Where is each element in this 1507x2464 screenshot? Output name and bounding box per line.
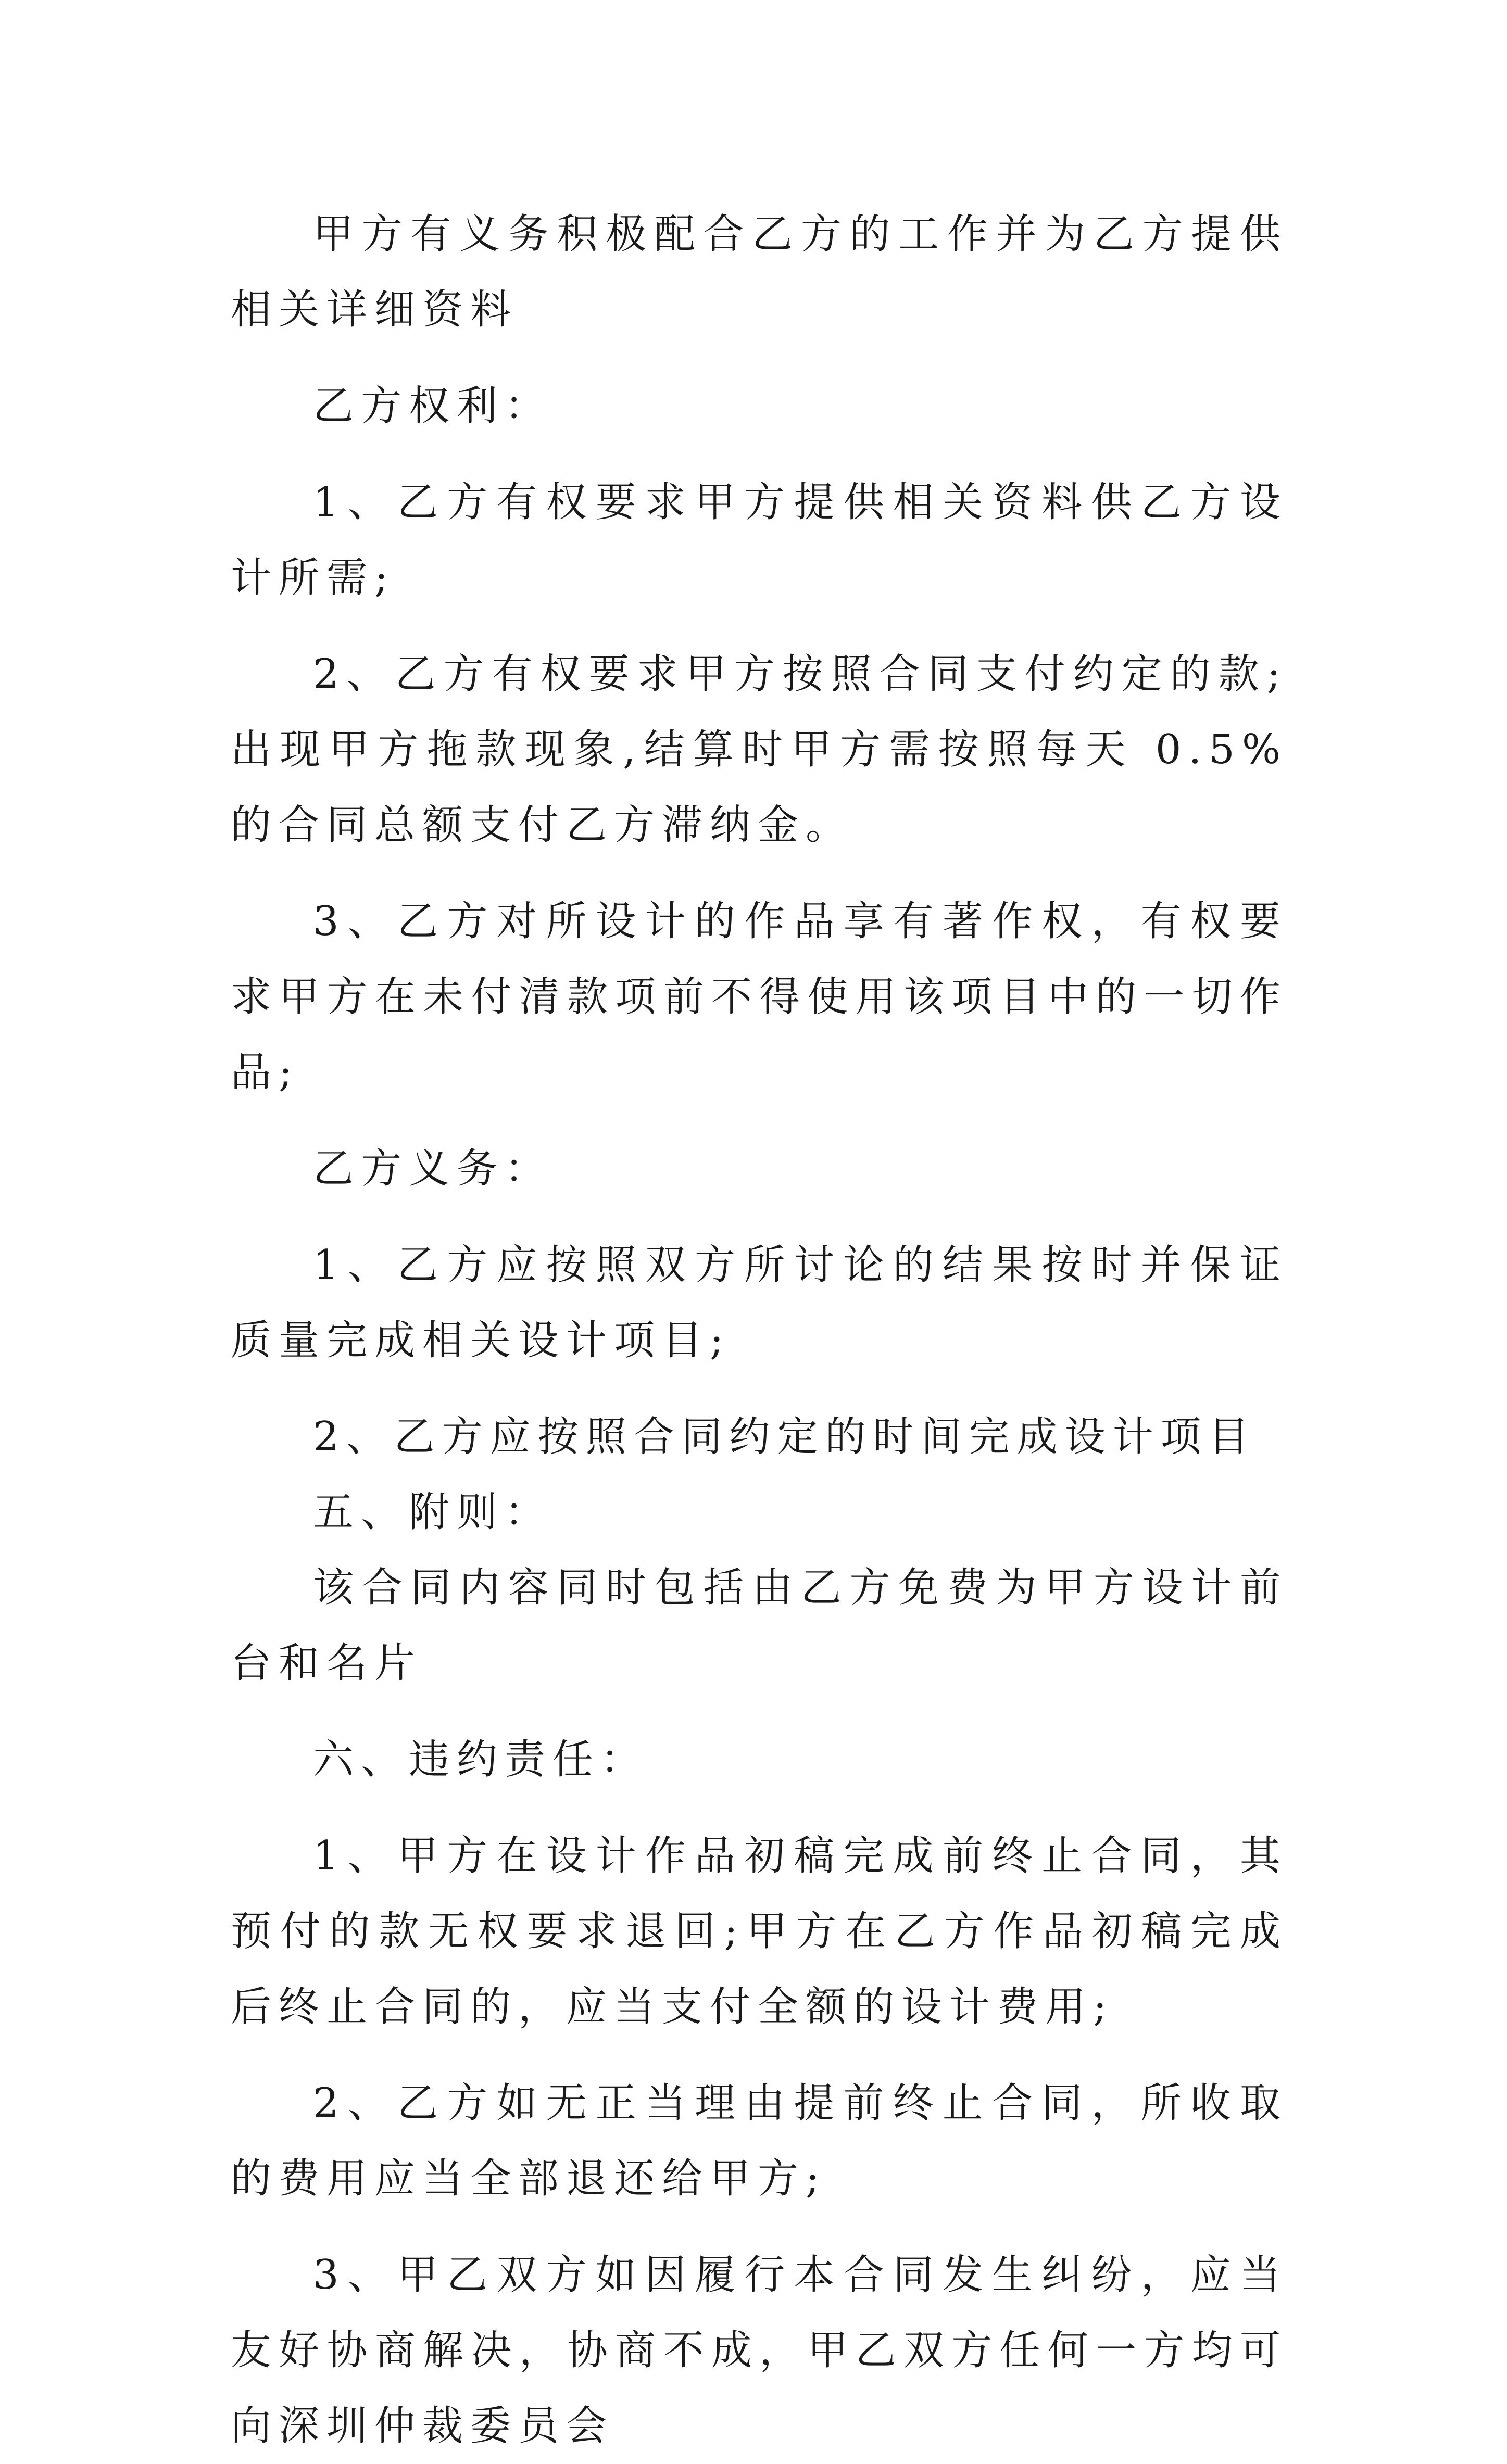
paragraph-party-b-obligation-1: 1、乙方应按照双方所讨论的结果按时并保证质量完成相关设计项目; [231,1242,1288,1364]
paragraph-breach-1: 1、甲方在设计作品初稿完成前终止合同，其预付的款无权要求退回;甲方在乙方作品初稿完成后终止合同的，应当支付全额的设计费用; [231,1833,1288,2030]
paragraph-party-a-obligation: 甲方有义务积极配合乙方的工作并为乙方提供相关详细资料 [231,211,1288,333]
paragraph-breach-3: 3、甲乙双方如因履行本合同发生纠纷，应当友好协商解决，协商不成，甲乙双方任何一方均可向深圳仲裁委员会 [231,2252,1288,2449]
paragraph-party-b-right-1: 1、乙方有权要求甲方提供相关资料供乙方设计所需; [231,479,1288,601]
paragraph-party-b-right-2: 2、乙方有权要求甲方按照合同支付约定的款;出现甲方拖款现象,结算时甲方需按照每天 0.5%的合同总额支付乙方滞纳金。 [231,651,1288,849]
document-body [231,197,1288,2464]
paragraph-breach-2: 2、乙方如无正当理由提前终止合同，所收取的费用应当全部退还给甲方; [231,2080,1288,2202]
heading-party-b-rights: 乙方权利： [313,383,553,429]
paragraph-supplementary-content: 该合同内容同时包括由乙方免费为甲方设计前台和名片 [231,1564,1288,1687]
paragraph-party-b-obligation-2: 2、乙方应按照合同约定的时间完成设计项目 [313,1413,1257,1460]
heading-supplementary-provisions: 五、附则： [313,1489,553,1536]
paragraph-party-b-right-3: 3、乙方对所设计的作品享有著作权，有权要求甲方在未付清款项前不得使用该项目中的一切作品; [231,898,1288,1096]
heading-liability-for-breach: 六、违约责任： [313,1736,649,1783]
heading-party-b-obligations: 乙方义务： [313,1145,553,1192]
